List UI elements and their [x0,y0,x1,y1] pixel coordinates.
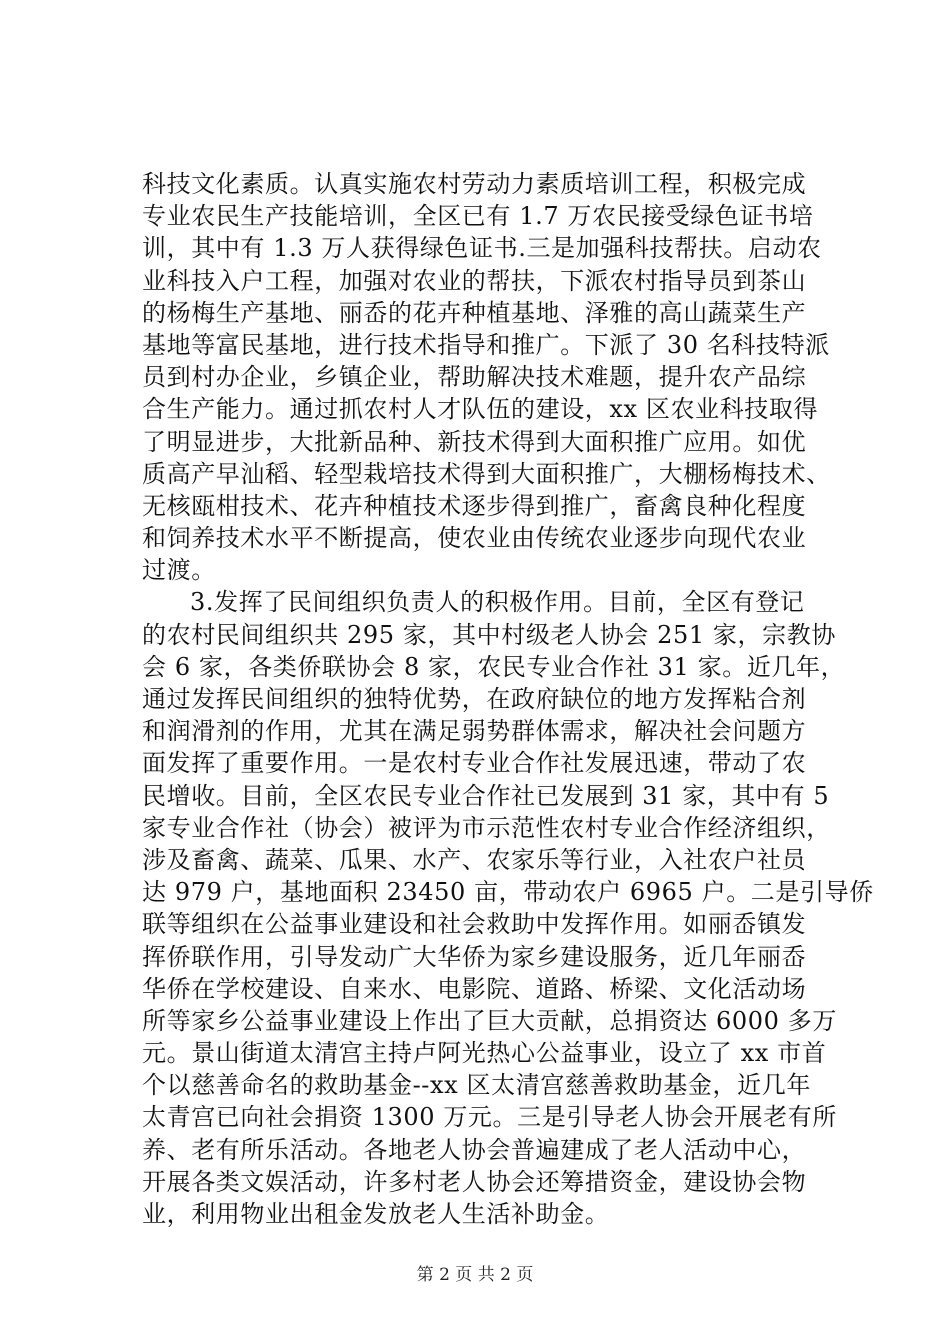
text-line: 和饲养技术水平不断提高，使农业由传统农业逐步向现代农业 [142,524,807,553]
text-line: 训，其中有 1.3 万人获得绿色证书.三是加强科技帮扶。启动农 [142,234,822,263]
text-line: 民增收。目前，全区农民专业合作社已发展到 31 家，其中有 5 [142,781,830,810]
text-line: 面发挥了重要作用。一是农村专业合作社发展迅速，带动了农 [142,749,807,778]
text-line: 联等组织在公益事业建设和社会救助中发挥作用。如丽岙镇发 [142,910,807,939]
text-line: 开展各类文娱活动，许多村老人协会还筹措资金，建设协会物 [142,1167,807,1196]
text-line: 科技文化素质。认真实施农村劳动力素质培训工程，积极完成 [142,170,807,198]
text-line: 个以慈善命名的救助基金--xx 区太清宫慈善救助基金，近几年 [142,1071,811,1100]
text-line: 无核瓯柑技术、花卉种植技术逐步得到推广，畜禽良种化程度 [142,491,807,520]
text-line: 养、老有所乐活动。各地老人协会普遍建成了老人活动中心， [142,1135,807,1164]
paragraph-start-line: 3.发挥了民间组织负责人的积极作用。目前，全区有登记 [190,588,805,617]
body-text [142,168,874,1230]
text-line: 过渡。 [142,556,216,585]
text-line: 了明显进步，大批新品种、新技术得到大面积推广应用。如优 [142,427,807,456]
text-line: 的农村民间组织共 295 家，其中村级老人协会 251 家，宗教协 [142,620,836,649]
text-line: 会 6 家，各类侨联协会 8 家，农民专业合作社 31 家。近几年， [142,652,846,681]
text-line: 专业农民生产技能培训，全区已有 1.7 万农民接受绿色证书培 [142,202,814,231]
text-line: 合生产能力。通过抓农村人才队伍的建设，xx 区农业科技取得 [142,395,819,424]
text-line: 基地等富民基地，进行技术指导和推广。下派了 30 名科技特派 [142,330,830,359]
text-line: 家专业合作社（协会）被评为市示范性农村专业合作经济组织， [142,813,831,842]
text-line: 元。景山街道太清宫主持卢阿光热心公益事业，设立了 xx 市首 [142,1039,827,1068]
text-line: 涉及畜禽、蔬菜、瓜果、水产、农家乐等行业，入社农户社员 [142,845,807,874]
text-line: 质高产早汕稻、轻型栽培技术得到大面积推广，大棚杨梅技术、 [142,459,831,488]
text-line: 员到村办企业，乡镇企业，帮助解决技术难题，提升农产品综 [142,363,807,392]
text-line: 和润滑剂的作用，尤其在满足弱势群体需求，解决社会问题方 [142,717,807,746]
text-line: 太青宫已向社会捐资 1300 万元。三是引导老人协会开展老有所 [142,1103,837,1132]
text-line: 华侨在学校建设、自来水、电影院、道路、桥梁、文化活动场 [142,974,807,1003]
text-line: 达 979 户，基地面积 23450 亩，带动农户 6965 户。二是引导侨 [142,878,874,907]
text-line: 业，利用物业出租金发放老人生活补助金。 [142,1200,610,1228]
page-footer: 第 2 页 共 2 页 [416,1265,534,1285]
text-line: 的杨梅生产基地、丽岙的花卉种植基地、泽雅的高山蔬菜生产 [142,298,807,327]
text-line: 挥侨联作用，引导发动广大华侨为家乡建设服务，近几年丽岙 [142,942,807,971]
text-line: 业科技入户工程，加强对农业的帮扶，下派农村指导员到茶山 [142,266,807,295]
text-line: 通过发挥民间组织的独特优势，在政府缺位的地方发挥粘合剂 [142,685,807,713]
text-line: 所等家乡公益事业建设上作出了巨大贡献，总捐资达 6000 多万 [142,1006,837,1035]
